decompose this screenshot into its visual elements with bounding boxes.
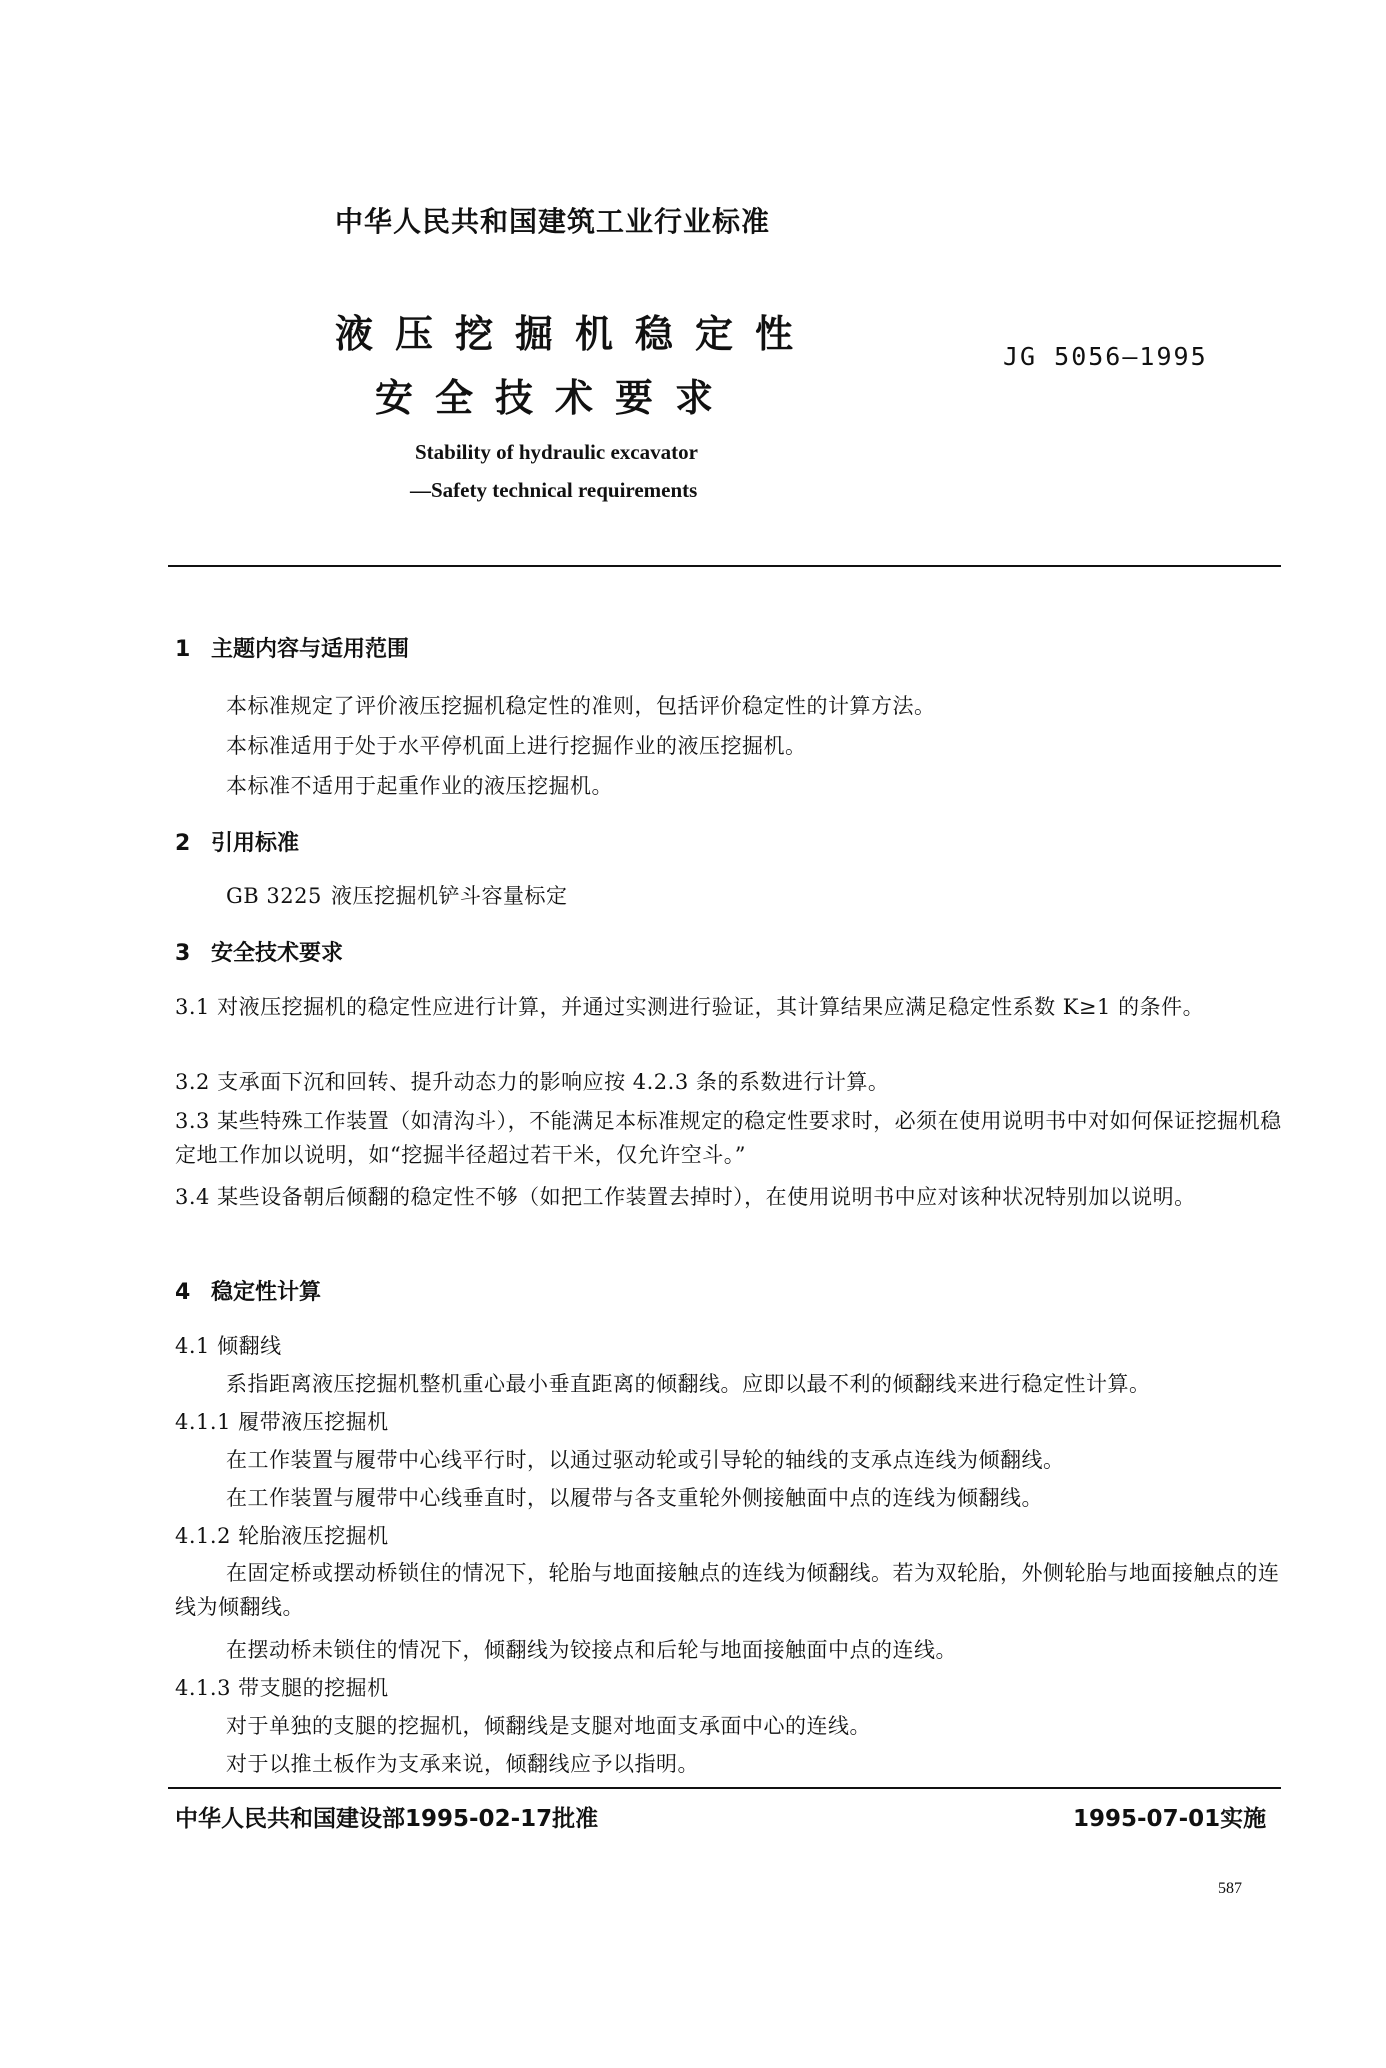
standard-class-heading: 中华人民共和国建筑工业行业标准 bbox=[335, 205, 771, 238]
clause-4-1-3-heading: 4.1.3 带支腿的挖掘机 bbox=[175, 1676, 389, 1700]
approval-line: 中华人民共和国建设部1995-02-17批准 bbox=[175, 1806, 599, 1832]
reference-title: 液压挖掘机铲斗容量标定 bbox=[331, 884, 568, 908]
clause-4-1-text: 系指距离液压挖掘机整机重心最小垂直距离的倾翻线。应即以最不利的倾翻线来进行稳定性计算。 bbox=[226, 1372, 1151, 1396]
section-number: 3 bbox=[175, 941, 191, 966]
title-line-1: 液压挖掘机稳定性 bbox=[335, 312, 816, 356]
header-divider bbox=[168, 565, 1281, 567]
clause-4-1-heading: 4.1 倾翻线 bbox=[175, 1334, 282, 1358]
clause-4-1-2-heading: 4.1.2 轮胎液压挖掘机 bbox=[175, 1524, 389, 1548]
reference-standard-entry bbox=[226, 880, 568, 910]
page-number: 587 bbox=[1218, 1880, 1242, 1897]
section-title: 主题内容与适用范围 bbox=[211, 637, 410, 662]
section-1-paragraph-2: 本标准适用于处于水平停机面上进行挖掘作业的液压挖掘机。 bbox=[226, 734, 807, 758]
section-number: 1 bbox=[175, 637, 191, 662]
clause-4-1-1-heading: 4.1.1 履带液压挖掘机 bbox=[175, 1410, 389, 1434]
english-title-line-1: Stability of hydraulic excavator bbox=[415, 440, 698, 464]
section-title: 稳定性计算 bbox=[211, 1280, 322, 1305]
clause-4-1-3-text-a: 对于单独的支腿的挖掘机，倾翻线是支腿对地面支承面中心的连线。 bbox=[226, 1714, 871, 1738]
section-4-heading bbox=[175, 1275, 321, 1306]
title-line-2: 安全技术要求 bbox=[375, 376, 736, 420]
footer-divider bbox=[168, 1787, 1281, 1789]
clause-4-1-3-text-b: 对于以推土板作为支承来说，倾翻线应予以指明。 bbox=[226, 1752, 699, 1776]
clause-4-1-2-text-a: 在固定桥或摆动桥锁住的情况下，轮胎与地面接触点的连线为倾翻线。若为双轮胎，外侧轮胎与地面接触点的连线为倾翻线。 bbox=[175, 1561, 1280, 1619]
section-2-heading bbox=[175, 826, 299, 857]
clause-4-1-1-text-a: 在工作装置与履带中心线平行时，以通过驱动轮或引导轮的轴线的支承点连线为倾翻线。 bbox=[226, 1448, 1065, 1472]
clause-4-1-2-text-b: 在摆动桥未锁住的情况下，倾翻线为铰接点和后轮与地面接触面中点的连线。 bbox=[226, 1638, 957, 1662]
clause-3-2: 3.2 支承面下沉和回转、提升动态力的影响应按 4.2.3 条的系数进行计算。 bbox=[175, 1070, 890, 1094]
clause-3-1: 3.1 对液压挖掘机的稳定性应进行计算，并通过实测进行验证，其计算结果应满足稳定性系数 K≥1 的条件。 bbox=[175, 995, 1205, 1019]
implementation-date: 1995-07-01实施 bbox=[1073, 1806, 1267, 1832]
clause-4-1-1-text-b: 在工作装置与履带中心线垂直时，以履带与各支重轮外侧接触面中点的连线为倾翻线。 bbox=[226, 1486, 1043, 1510]
section-3-heading bbox=[175, 936, 343, 967]
english-title-line-2: —Safety technical requirements bbox=[410, 478, 698, 502]
section-1-paragraph-1: 本标准规定了评价液压挖掘机稳定性的准则，包括评价稳定性的计算方法。 bbox=[226, 694, 936, 718]
section-title: 引用标准 bbox=[211, 831, 300, 856]
section-number: 2 bbox=[175, 831, 191, 856]
section-1-paragraph-3: 本标准不适用于起重作业的液压挖掘机。 bbox=[226, 774, 613, 798]
section-1-heading bbox=[175, 632, 409, 663]
section-number: 4 bbox=[175, 1280, 191, 1305]
reference-code: GB 3225 bbox=[226, 884, 322, 908]
clause-3-3: 3.3 某些特殊工作装置（如清沟斗），不能满足本标准规定的稳定性要求时，必须在使用说明书中对如何保证挖掘机稳定地工作加以说明，如“挖掘半径超过若干米，仅允许空斗。” bbox=[175, 1109, 1282, 1167]
standard-code: JG 5056—1995 bbox=[1003, 342, 1208, 371]
section-title: 安全技术要求 bbox=[211, 941, 344, 966]
clause-3-4: 3.4 某些设备朝后倾翻的稳定性不够（如把工作装置去掉时），在使用说明书中应对该种状况特别加以说明。 bbox=[175, 1185, 1196, 1209]
